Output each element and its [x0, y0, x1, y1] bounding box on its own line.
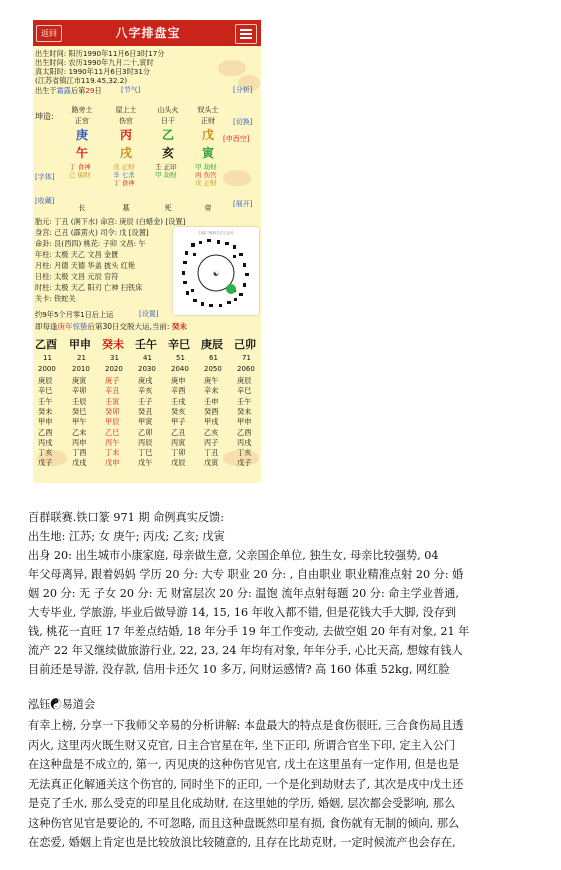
feedback-line: 年父母离异, 跟着妈妈 学历 20 分: 大专 职业 20 分: , 自由职业 职业精准点射 20 分: 婚 — [28, 568, 464, 581]
dayun-ganzhi: 壬午 — [135, 338, 157, 351]
true-solar-time: 真太阳时: 1990年11月6日3时31分 — [35, 67, 151, 76]
liunian-cell: 癸未 — [237, 406, 252, 416]
feedback-line: 目前还是导游, 没存款, 信用卡还欠 10 多万, 问财运感情? 高 160 体重 52kg, 网红脸 — [28, 663, 450, 676]
dayun-ganzhi: 己卯 — [234, 338, 256, 351]
qr-code-popup — [173, 227, 259, 315]
kongwang: [申酉空] — [223, 135, 250, 143]
expand-link[interactable]: [展开] — [233, 200, 253, 208]
font-link[interactable]: [字体] — [35, 173, 55, 181]
dayun-age: 21 — [77, 354, 86, 362]
liunian-cell: 丁丑 — [204, 448, 219, 458]
dayun-age: 51 — [176, 354, 185, 362]
liunian-cell: 甲午 — [72, 417, 87, 427]
liunian-cell: 庚戌 — [138, 376, 153, 385]
stage-4: 帝 — [204, 204, 212, 212]
dayun-transition: 即每逢庚年惊蛰后第30日交脱大运,当前: 癸未 — [35, 322, 187, 331]
dayun-year: 2060 — [237, 365, 255, 373]
liunian-cell: 丁卯 — [171, 448, 186, 458]
shensha-line: 身宫: 己丑 (霹雳火) 司令: 戊 [设置] — [35, 228, 149, 237]
liunian-cell: 辛卯 — [72, 386, 87, 396]
feedback-line: 出身 20: 出生城市小康家庭, 母亲做生意, 父亲国企单位, 独生女, 母亲比较强势, 04 — [28, 549, 439, 562]
god-1: 正官 — [75, 117, 89, 125]
dayun-year: 2050 — [204, 365, 222, 373]
liunian-cell: 庚子 — [105, 376, 120, 385]
nayin-2: 屋上土 — [115, 106, 137, 114]
feedback-line: 姻 20 分: 无 子女 20 分: 无 财富层次 20 分: 温饱 流年点射每题 20 分: 命主学业普通, — [28, 587, 459, 600]
liunian-cell: 甲戌 — [204, 417, 219, 427]
liunian-cell: 辛未 — [204, 386, 219, 396]
hidden-1b: 己 偏财 — [69, 171, 91, 179]
liunian-cell: 癸卯 — [105, 406, 120, 416]
liunian-cell: 壬午 — [237, 396, 252, 406]
switch-link[interactable]: [切换] — [233, 118, 253, 126]
branch-1: 午 — [75, 146, 88, 160]
analysis-line: 丙火, 这里丙火既生财又克官, 日主合官星在年, 坐下正印, 所谓合官坐下印, 定主入公门 — [28, 738, 456, 752]
hidden-2b: 辛 七杀 — [113, 171, 135, 179]
dayun-year: 2020 — [105, 365, 123, 373]
bazi-app-screenshot — [33, 20, 261, 483]
liunian-cell: 癸亥 — [171, 406, 186, 416]
liunian-cell: 癸未 — [38, 406, 53, 416]
liunian-cell: 乙丑 — [171, 427, 186, 437]
liunian-cell: 戊辰 — [171, 458, 186, 468]
liunian-cell: 乙未 — [72, 427, 87, 437]
liunian-cell: 壬子 — [138, 396, 153, 406]
lunar-time: 出生时间: 农历1990年九月二十,寅时 — [35, 58, 154, 67]
liunian-cell: 丁亥 — [38, 448, 53, 458]
liunian-cell: 辛酉 — [171, 386, 186, 396]
analysis-link[interactable]: [分析] — [233, 86, 253, 94]
liunian-cell: 甲申 — [237, 417, 252, 427]
qr-caption: 扫描二维码关注公众号 — [198, 231, 234, 235]
liunian-cell: 甲寅 — [138, 417, 153, 427]
hidden-3b: 甲 劫财 — [155, 171, 177, 179]
analysis-line: 无法真正化解通关这个伤官的, 同时坐下的正印, 一个是化到劫财去了, 其次是戌中戊土还 — [28, 777, 464, 791]
jieqi-line: 出生于霜露后第29日 — [35, 86, 102, 95]
hidden-4c: 戊 正财 — [195, 179, 217, 187]
stem-1: 庚 — [75, 128, 88, 142]
solar-time: 出生时间: 阳历1990年11月6日3时17分 — [35, 49, 165, 58]
stage-1: 长 — [78, 204, 86, 212]
favorite-link[interactable]: [收藏] — [35, 197, 55, 205]
shensha-line: 日柱: 太极 文昌 元辰 官符 — [35, 272, 119, 281]
branch-3: 亥 — [161, 146, 174, 160]
liunian-cell: 癸酉 — [204, 406, 219, 416]
liunian-cell: 庚辰 — [38, 376, 53, 385]
dayun-age: 11 — [43, 354, 52, 362]
branch-4: 寅 — [201, 146, 214, 160]
god-4: 正财 — [201, 117, 215, 125]
hidden-1a: 丁 食神 — [69, 163, 91, 171]
dayun-ganzhi: 辛巳 — [168, 338, 190, 351]
feedback-line: 大专毕业, 学旅游, 毕业后做导游 14, 15, 16 年收入都不错, 但是花钱大手大脚, 没存到 — [28, 606, 457, 619]
menu-icon[interactable] — [235, 24, 257, 44]
liunian-cell: 丁酉 — [72, 448, 87, 458]
stage-3: 死 — [164, 204, 172, 212]
stem-4: 戊 — [201, 128, 214, 142]
analysis-line: 在恋爱, 婚姻上肯定也是比较放浪比较随意的, 且存在比劫克财, 一定时候流产也会存在, — [28, 836, 456, 849]
liunian-cell: 癸巳 — [72, 406, 87, 416]
feedback-line: 钱, 桃花一直旺 17 年差点结婚, 18 年分手 19 年工作变动, 去做空姐 20 年有对象, 21 年 — [28, 625, 470, 638]
case-heading: 百群联赛.铁口篆 971 期 命例真实反馈: — [28, 511, 224, 524]
liunian-cell: 壬辰 — [72, 396, 87, 406]
dayun-ganzhi: 庚辰 — [201, 338, 223, 351]
shensha-line: 关卡: 铁蛇关 — [35, 294, 76, 303]
liunian-cell: 庚申 — [171, 376, 186, 385]
liunian-cell: 乙卯 — [138, 427, 153, 437]
liunian-cell: 丁巳 — [138, 448, 153, 458]
nayin-4: 钗头土 — [197, 106, 219, 114]
feedback-line: 流产 22 年又继续做旅游行业, 22, 23, 24 年均有对象, 年年分手, 心比天高, 想嫁有钱人 — [28, 644, 463, 657]
shensha-line: 年柱: 太极 天乙 文昌 金匮 — [35, 250, 119, 259]
liunian-cell: 丙寅 — [171, 437, 186, 447]
liunian-cell: 丙午 — [105, 437, 120, 447]
liunian-cell: 丙申 — [72, 437, 87, 447]
author-line: 泓钰☯易道会 — [28, 698, 96, 711]
app-header — [33, 20, 261, 46]
analysis-line: 有幸上榜, 分享一下我师父辛易的分析讲解: 本盘最大的特点是食伤很旺, 三合食伤局且透 — [28, 719, 464, 732]
branch-2: 戌 — [119, 146, 132, 160]
qiyun-set-link[interactable]: [设置] — [139, 310, 159, 318]
liunian-cell: 辛巳 — [38, 386, 53, 396]
liunian-cell: 壬戌 — [171, 396, 186, 406]
jieqi-link[interactable]: [节气] — [121, 86, 141, 94]
qiyun-line: 约9年5个月零1日后上运 — [35, 310, 114, 319]
dayun-ganzhi: 甲申 — [69, 338, 91, 351]
liunian-cell: 甲子 — [171, 417, 186, 427]
dayun-age: 31 — [110, 354, 119, 362]
dayun-ganzhi: 乙酉 — [35, 338, 57, 351]
liunian-cell: 壬寅 — [105, 396, 120, 406]
liunian-cell: 癸丑 — [138, 406, 153, 416]
birth-summary: 出生地: 江苏; 女 庚午; 丙戌; 乙亥; 戊寅 — [28, 530, 225, 543]
liunian-cell: 壬午 — [38, 396, 53, 406]
liunian-cell: 戊午 — [138, 458, 153, 468]
liunian-cell: 甲申 — [38, 417, 53, 427]
liunian-cell: 辛丑 — [105, 386, 120, 396]
liunian-cell: 戊子 — [237, 458, 252, 468]
hidden-4a: 甲 劫财 — [195, 163, 217, 171]
analysis-line: 在这种盘是不成立的, 第一, 丙见庚的这种伤官见官, 戊土在这里虽有一定作用, 但是也是 — [28, 758, 460, 771]
dayun-age: 41 — [143, 354, 152, 362]
liunian-cell: 庚午 — [204, 376, 219, 385]
liunian-cell: 乙巳 — [105, 427, 120, 437]
svg-text:☯: ☯ — [212, 270, 220, 278]
liunian-cell: 辛亥 — [138, 386, 153, 396]
shensha-line: 月柱: 月德 天德 华盖 披头 红艳 — [35, 261, 136, 270]
app-title: 八字排盘宝 — [115, 26, 181, 40]
dayun-year: 2030 — [138, 365, 156, 373]
dayun-year: 2010 — [72, 365, 90, 373]
liunian-cell: 戊子 — [38, 458, 53, 468]
hidden-2c: 丁 食神 — [113, 179, 135, 187]
liunian-cell: 丙子 — [204, 437, 219, 447]
liunian-cell: 乙酉 — [237, 427, 252, 437]
dayun-ganzhi: 癸未 — [102, 338, 124, 351]
liunian-cell: 庚辰 — [237, 376, 252, 385]
chart-label: 坤造: — [35, 112, 54, 121]
analysis-line: 这种伤官见官是要论的, 不可忽略, 而且这种盘既然印星有损, 食伤就有无制的倾向, 那么 — [28, 816, 460, 830]
liunian-cell: 丙辰 — [138, 437, 153, 447]
hidden-3a: 壬 正印 — [155, 163, 177, 171]
liunian-cell: 丙戌 — [237, 437, 252, 447]
liunian-cell: 戊寅 — [204, 458, 219, 468]
hidden-2a: 戊 正财 — [113, 163, 135, 171]
liunian-cell: 丙戌 — [38, 437, 53, 447]
analysis-line: 是克了壬水, 那么受克的印星且化成劫财, 在这里她的学历, 婚姻, 层次都会受影响, 那么 — [28, 797, 456, 810]
qr-code-icon — [173, 233, 259, 315]
liunian-cell: 戊戌 — [72, 458, 87, 468]
shensha-line: 胎元: 丁丑 (涧下水) 命宫: 庚辰 (白蜡金) [设置] — [35, 217, 186, 226]
liunian-cell: 乙亥 — [204, 427, 219, 437]
liunian-cell: 戊申 — [105, 458, 120, 468]
stem-2: 丙 — [119, 128, 132, 142]
liunian-cell: 壬申 — [204, 396, 219, 406]
stem-3: 乙 — [161, 128, 174, 142]
stage-2: 墓 — [122, 204, 130, 212]
dayun-year: 2000 — [38, 365, 56, 373]
god-3: 日干 — [161, 117, 175, 125]
shensha-line: 时柱: 太极 天乙 阳刃 亡神 扫铁床 — [35, 283, 143, 292]
god-2: 伤官 — [119, 117, 133, 125]
shensha-line: 命卦: 艮(西四) 桃花: 子卯 文昌: 午 — [35, 239, 146, 248]
hidden-4b: 丙 伤官 — [195, 171, 217, 179]
liunian-cell: 丁未 — [105, 448, 120, 458]
nayin-1: 路旁土 — [71, 106, 93, 114]
location: (江苏省镇江市119.45,32.2) — [35, 76, 128, 85]
liunian-cell: 庚寅 — [72, 376, 87, 385]
back-button[interactable]: 返回 — [36, 25, 62, 42]
liunian-cell: 乙酉 — [38, 427, 53, 437]
nayin-3: 山头火 — [157, 106, 179, 114]
dayun-age: 71 — [242, 354, 251, 362]
dayun-year: 2040 — [171, 365, 189, 373]
dayun-age: 61 — [209, 354, 218, 362]
liunian-cell: 甲辰 — [105, 417, 120, 427]
liunian-cell: 丁亥 — [237, 448, 252, 458]
liunian-cell: 辛巳 — [237, 386, 252, 396]
